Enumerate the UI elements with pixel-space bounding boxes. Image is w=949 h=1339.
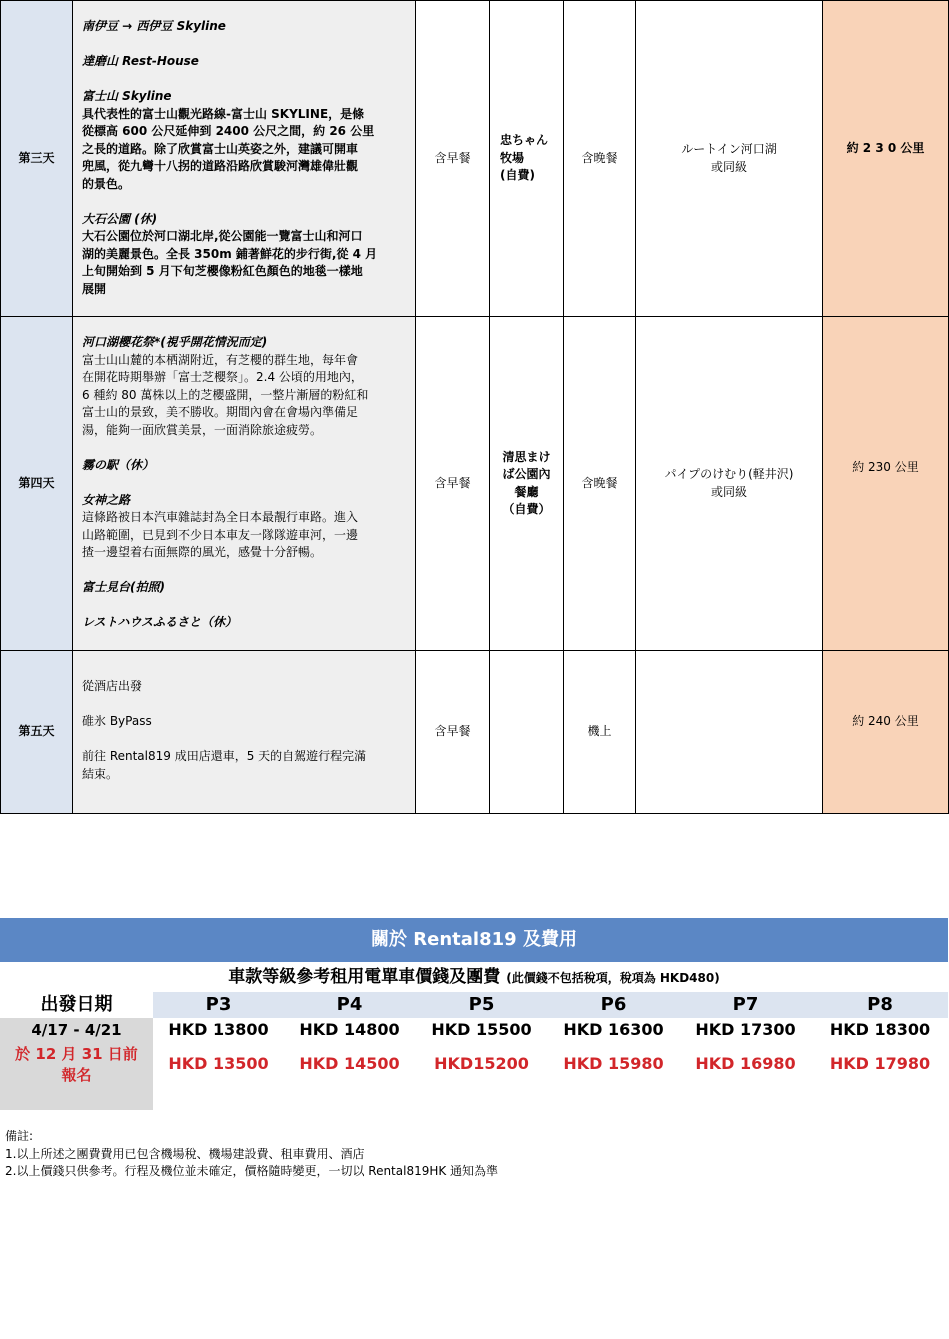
breakfast-cell: 含早餐 <box>416 1 490 317</box>
description-line: 湖的美麗景色。全長 350m 鋪著鮮花的步行街,從 4 月 <box>82 246 378 261</box>
lunch-line: 餐廳 <box>514 484 539 499</box>
hotel-line: 或同級 <box>710 484 747 499</box>
regular-price: HKD 13800 <box>168 1020 269 1039</box>
hotel-line: 或同級 <box>710 159 747 174</box>
day-label: 第四天 <box>1 317 73 651</box>
regular-price: HKD 14800 <box>299 1020 400 1039</box>
description-line: 展開 <box>82 281 107 296</box>
description-block <box>82 211 407 299</box>
day-description <box>73 651 416 814</box>
description-line: 從酒店出發 <box>82 679 143 693</box>
spot-title: 霧の駅（休） <box>82 457 155 472</box>
description-line: 富士山山麓的本栖湖附近，有芝櫻的群生地，每年會 <box>82 352 359 367</box>
dinner-cell: 含晚餐 <box>564 1 636 317</box>
description-block <box>82 492 407 562</box>
itinerary-row <box>1 1 949 317</box>
lunch-cell <box>490 651 564 814</box>
description-line: 湯，能夠一面欣賞美景，一面消除旅途疲勞。 <box>82 422 323 437</box>
tax-note: (此價錢不包括稅項，稅項為 HKD480) <box>506 971 720 985</box>
grade-header: P7 <box>679 992 812 1018</box>
description-line: 的景色。 <box>82 176 131 191</box>
lunch-line: 牧場 <box>500 150 525 165</box>
price-header-row <box>0 992 948 1018</box>
regular-price: HKD 16300 <box>563 1020 664 1039</box>
grade-header: P4 <box>284 992 415 1018</box>
description-line: 在開花時期舉辦「富士芝櫻祭」。2.4 公頃的用地內， <box>82 370 363 384</box>
itinerary-row <box>1 317 949 651</box>
date-header: 出發日期 <box>0 992 153 1018</box>
regular-price: HKD 15500 <box>431 1020 532 1039</box>
grade-header: P5 <box>415 992 548 1018</box>
hotel-line: ルートイン河口湖 <box>681 142 777 156</box>
description-line: 兜風，從九彎十八拐的道路沿路欣賞駿河灣雄偉壯觀 <box>82 159 359 173</box>
early-price: HKD 15980 <box>563 1054 664 1073</box>
distance-value: 約 2 3 0 公里 <box>846 141 925 155</box>
breakfast-cell: 含早餐 <box>416 317 490 651</box>
date-range: 4/17 - 4/21 <box>31 1021 122 1039</box>
description-block <box>82 53 407 71</box>
breakfast-cell: 含早餐 <box>416 651 490 814</box>
description-line: 碓氷 ByPass <box>82 714 152 728</box>
description-block <box>82 88 407 193</box>
date-cell <box>0 1018 153 1110</box>
day-label: 第三天 <box>1 1 73 317</box>
spot-title: 富士見台(拍照) <box>82 580 165 594</box>
spot-title: 女神之路 <box>82 492 131 507</box>
grade-header: P3 <box>153 992 284 1018</box>
remarks-title: 備註: <box>5 1129 34 1143</box>
description-line: 大石公園位於河口湖北岸,從公園能一覽富士山和河口 <box>82 229 363 243</box>
about-title-bar <box>0 918 948 962</box>
description-line: 富士山的景致，美不勝收。期間內會在會場內準備足 <box>82 405 359 419</box>
early-note-line: 報名 <box>61 1066 92 1084</box>
day-description <box>73 1 416 317</box>
spot-title: 河口湖櫻花祭*(視乎開花情況而定) <box>82 335 268 349</box>
day-description <box>73 317 416 651</box>
early-price: HKD15200 <box>434 1054 529 1073</box>
grade-header: P8 <box>812 992 948 1018</box>
lunch-line: 忠ちゃん <box>500 133 549 148</box>
hotel-cell <box>636 651 823 814</box>
description-block <box>82 457 407 475</box>
early-price: HKD 17980 <box>829 1054 931 1073</box>
description-line: 這條路被日本汽車雜誌封為全日本最靚行車路。進入 <box>82 510 359 524</box>
early-note-line: 於 12 月 31 日前 <box>15 1045 138 1063</box>
spot-title: 南伊豆 → 西伊豆 Skyline <box>82 19 226 33</box>
remark-item: 2.以上價錢只供參考。行程及機位並未確定，價格隨時變更，一切以 Rental819HK 通知為準 <box>5 1164 499 1178</box>
description-block <box>82 579 407 597</box>
early-price: HKD 16980 <box>695 1054 796 1073</box>
description-line: 山路範圍，已見到不少日本車友一隊隊遊車河，一邊 <box>82 527 359 542</box>
hotel-cell <box>636 1 823 317</box>
remark-item: 1.以上所述之團費費用已包含機場稅、機場建設費、租車費用、酒店 <box>5 1146 365 1161</box>
spot-title: レストハウスふるさと（休） <box>82 615 238 629</box>
description-block <box>82 748 407 783</box>
lunch-cell <box>490 1 564 317</box>
hotel-cell <box>636 317 823 651</box>
dinner-cell: 含晚餐 <box>564 317 636 651</box>
description-block <box>82 678 407 696</box>
lunch-cell <box>490 317 564 651</box>
day-label: 第五天 <box>1 651 73 814</box>
lunch-line: （自費） <box>502 502 551 516</box>
description-line: 結束。 <box>82 766 119 781</box>
description-line: 上旬開始到 5 月下旬芝櫻像粉紅色顏色的地毯一樣地 <box>82 264 363 278</box>
description-line: 揸一邊望着右面無際的風光，感覺十分舒暢。 <box>82 545 323 559</box>
description-block <box>82 18 407 36</box>
about-title: 關於 Rental819 及費用 <box>371 929 577 950</box>
spot-title: 達磨山 Rest-House <box>82 54 199 68</box>
lunch-line: ば公園內 <box>502 467 551 481</box>
distance-cell <box>823 1 949 317</box>
regular-price: HKD 17300 <box>695 1020 796 1039</box>
description-line: 從標高 600 公尺延伸到 2400 公尺之間，約 26 公里 <box>82 124 375 138</box>
lunch-line: 清思まけ <box>502 449 551 464</box>
dinner-cell: 機上 <box>564 651 636 814</box>
description-block <box>82 614 407 632</box>
distance-cell <box>823 317 949 651</box>
price-subtitle-text: 車款等級參考租用電單車價錢及團費 <box>228 967 501 987</box>
itinerary-row <box>1 651 949 814</box>
early-price: HKD 13500 <box>168 1054 269 1073</box>
early-price: HKD 14500 <box>299 1054 400 1073</box>
description-line: 6 種約 80 萬株以上的芝櫻盛開，一整片漸層的粉紅和 <box>82 387 369 402</box>
description-block <box>82 334 407 439</box>
price-subtitle <box>0 962 948 992</box>
description-line: 前往 Rental819 成田店還車，5 天的自駕遊行程完滿 <box>82 749 367 763</box>
distance-value: 約 240 公里 <box>852 714 919 728</box>
regular-price: HKD 18300 <box>829 1020 931 1039</box>
description-line: 具代表性的富士山觀光路線-富士山 SKYLINE，是條 <box>82 106 365 121</box>
spot-title: 富士山 Skyline <box>82 89 172 103</box>
spot-title: 大石公園 (休) <box>82 211 158 226</box>
distance-value: 約 230 公里 <box>852 460 919 474</box>
distance-cell <box>823 651 949 814</box>
early-booking-note <box>0 1044 153 1086</box>
description-block <box>82 713 407 731</box>
remarks <box>5 1128 498 1181</box>
grade-header: P6 <box>548 992 679 1018</box>
description-line: 之長的道路。除了欣賞富士山英姿之外，建議可開車 <box>82 141 359 156</box>
lunch-line: (自費) <box>500 168 535 183</box>
hotel-line: パイプのけむり(軽井沢) <box>664 467 794 481</box>
